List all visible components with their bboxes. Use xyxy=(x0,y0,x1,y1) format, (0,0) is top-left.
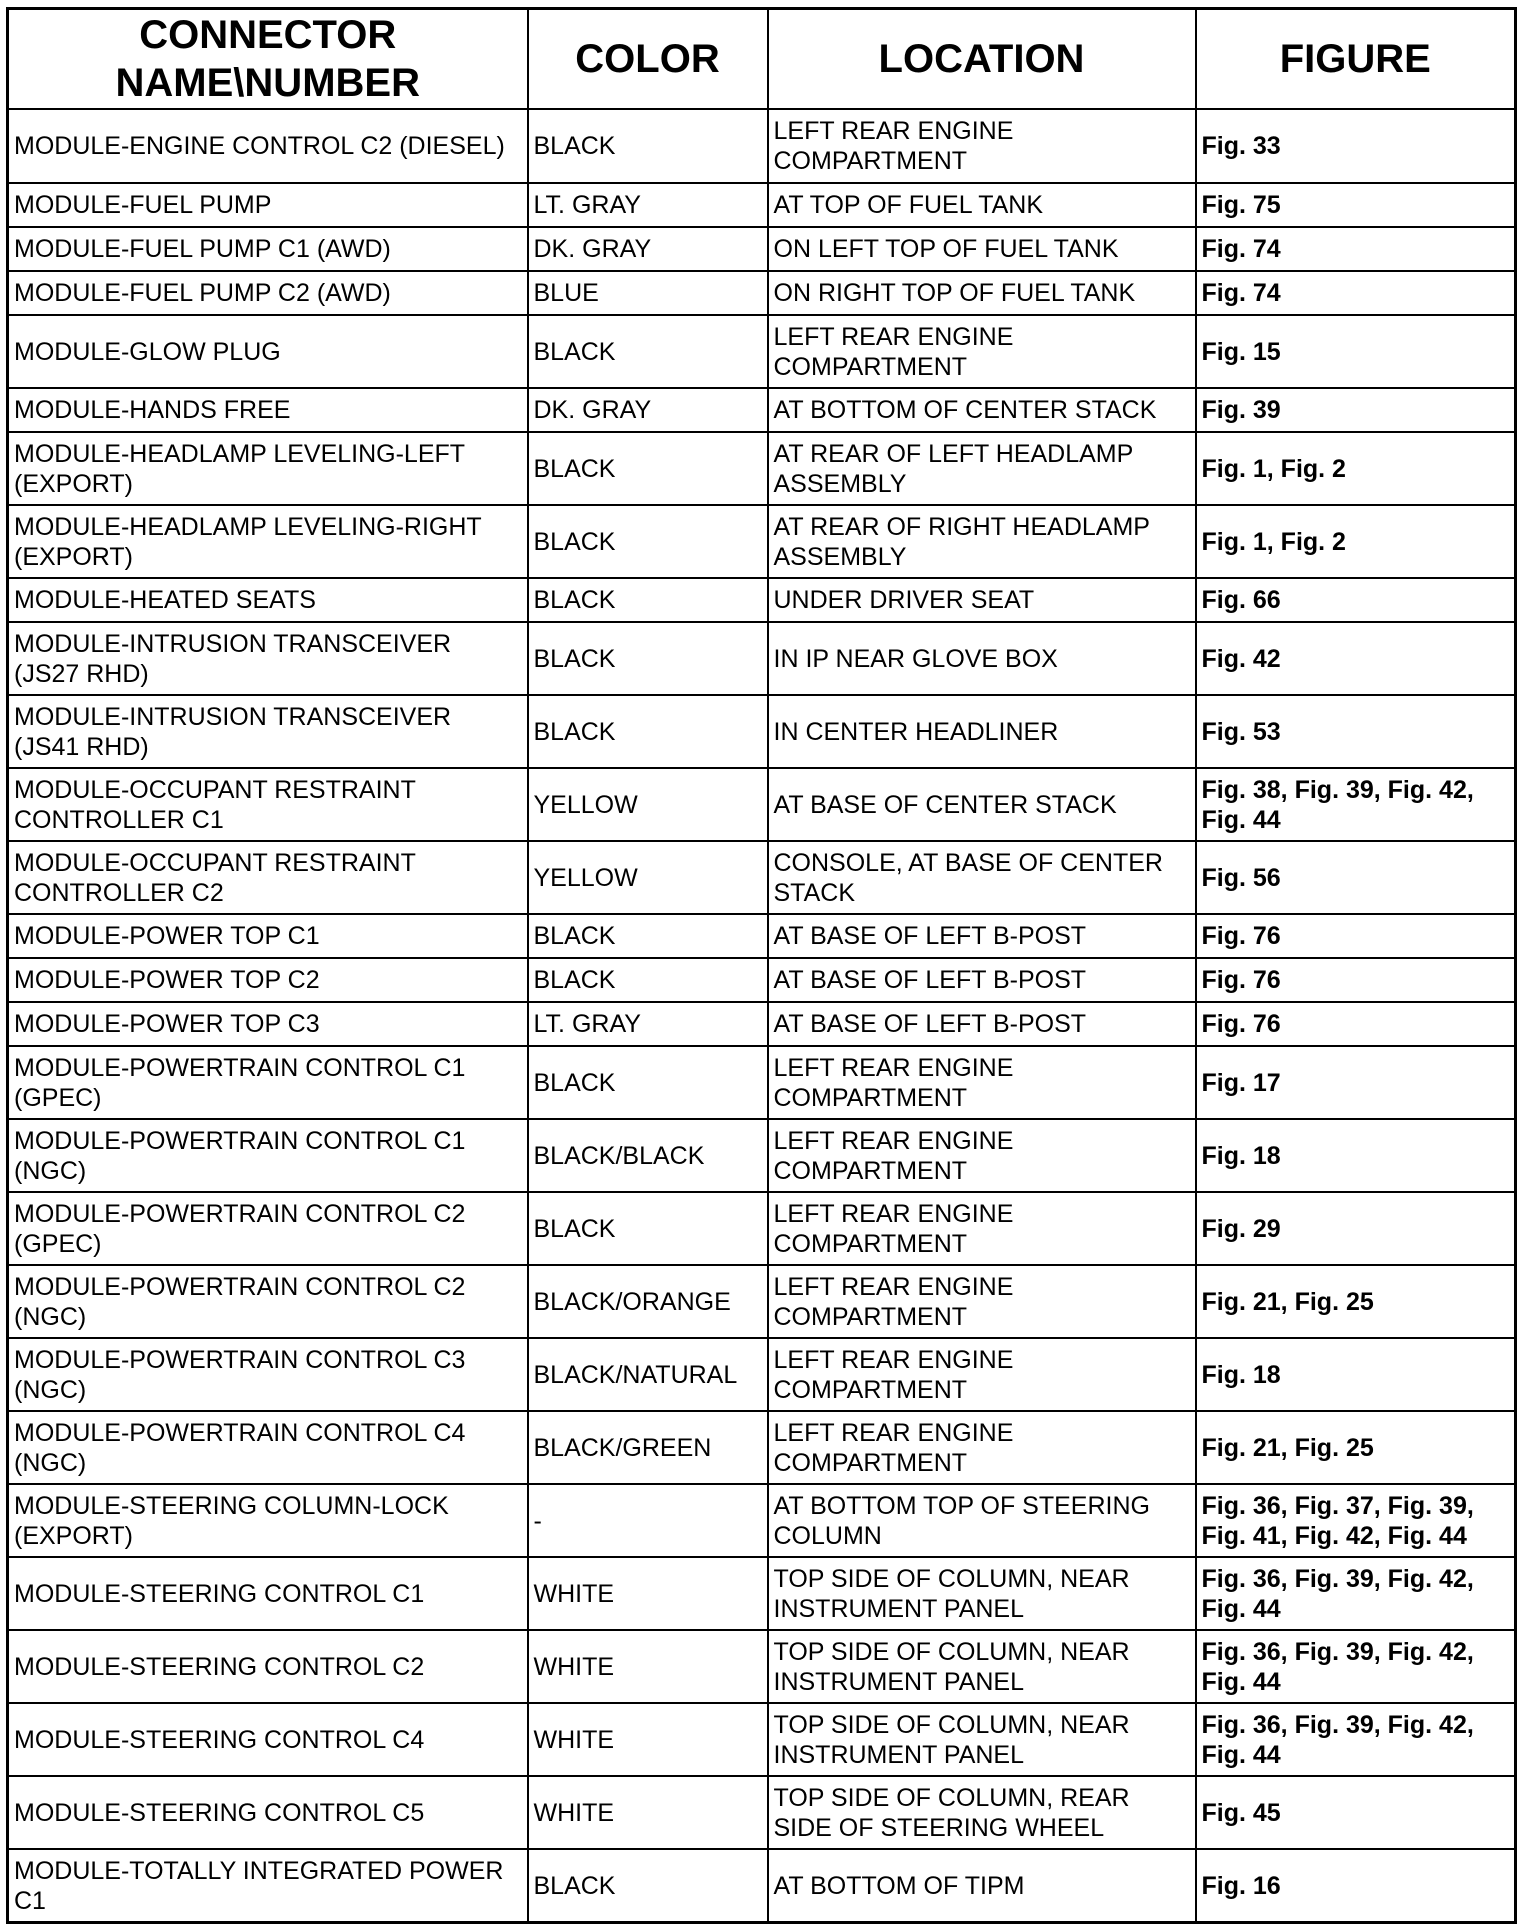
cell-connector-name: MODULE-FUEL PUMP xyxy=(8,183,528,227)
header-location: LOCATION xyxy=(768,9,1196,110)
table-row xyxy=(8,1338,1516,1411)
cell-connector-name: MODULE-POWERTRAIN CONTROL C4 (NGC) xyxy=(8,1411,528,1484)
cell-connector-name: MODULE-OCCUPANT RESTRAINT CONTROLLER C2 xyxy=(8,841,528,914)
header-color: COLOR xyxy=(528,9,768,110)
cell-location: TOP SIDE OF COLUMN, NEAR INSTRUMENT PANEL xyxy=(768,1630,1196,1703)
cell-color: WHITE xyxy=(528,1703,768,1776)
cell-color: BLUE xyxy=(528,271,768,315)
cell-color: BLACK xyxy=(528,622,768,695)
table-row xyxy=(8,1630,1516,1703)
cell-color: DK. GRAY xyxy=(528,388,768,432)
cell-figure: Fig. 33 xyxy=(1196,109,1516,183)
cell-color: WHITE xyxy=(528,1557,768,1630)
table-row xyxy=(8,958,1516,1002)
cell-color: WHITE xyxy=(528,1630,768,1703)
cell-color: YELLOW xyxy=(528,768,768,841)
header-figure: FIGURE xyxy=(1196,9,1516,110)
cell-color: BLACK xyxy=(528,695,768,768)
cell-location: AT REAR OF LEFT HEADLAMP ASSEMBLY xyxy=(768,432,1196,505)
cell-location: LEFT REAR ENGINE COMPARTMENT xyxy=(768,1119,1196,1192)
cell-connector-name: MODULE-POWER TOP C1 xyxy=(8,914,528,958)
cell-connector-name: MODULE-ENGINE CONTROL C2 (DIESEL) xyxy=(8,109,528,183)
cell-location: AT BASE OF LEFT B-POST xyxy=(768,958,1196,1002)
cell-connector-name: MODULE-FUEL PUMP C2 (AWD) xyxy=(8,271,528,315)
cell-color: BLACK xyxy=(528,109,768,183)
cell-color: BLACK/ORANGE xyxy=(528,1265,768,1338)
table-row xyxy=(8,1046,1516,1119)
cell-figure: Fig. 75 xyxy=(1196,183,1516,227)
cell-location: UNDER DRIVER SEAT xyxy=(768,578,1196,622)
cell-location: IN CENTER HEADLINER xyxy=(768,695,1196,768)
cell-color: LT. GRAY xyxy=(528,1002,768,1046)
cell-figure: Fig. 74 xyxy=(1196,227,1516,271)
cell-location: AT BOTTOM TOP OF STEERING COLUMN xyxy=(768,1484,1196,1557)
cell-figure: Fig. 36, Fig. 39, Fig. 42, Fig. 44 xyxy=(1196,1630,1516,1703)
table-row xyxy=(8,388,1516,432)
cell-connector-name: MODULE-HEADLAMP LEVELING-RIGHT (EXPORT) xyxy=(8,505,528,578)
cell-connector-name: MODULE-STEERING CONTROL C2 xyxy=(8,1630,528,1703)
table-row xyxy=(8,271,1516,315)
cell-figure: Fig. 42 xyxy=(1196,622,1516,695)
table-row xyxy=(8,1703,1516,1776)
cell-connector-name: MODULE-INTRUSION TRANSCEIVER (JS27 RHD) xyxy=(8,622,528,695)
cell-color: BLACK xyxy=(528,914,768,958)
cell-figure: Fig. 45 xyxy=(1196,1776,1516,1849)
cell-figure: Fig. 36, Fig. 37, Fig. 39, Fig. 41, Fig. 42, Fig. 44 xyxy=(1196,1484,1516,1557)
cell-location: LEFT REAR ENGINE COMPARTMENT xyxy=(768,315,1196,388)
cell-connector-name: MODULE-HEATED SEATS xyxy=(8,578,528,622)
cell-connector-name: MODULE-POWERTRAIN CONTROL C3 (NGC) xyxy=(8,1338,528,1411)
cell-figure: Fig. 21, Fig. 25 xyxy=(1196,1265,1516,1338)
cell-figure: Fig. 1, Fig. 2 xyxy=(1196,505,1516,578)
cell-figure: Fig. 39 xyxy=(1196,388,1516,432)
cell-location: AT TOP OF FUEL TANK xyxy=(768,183,1196,227)
cell-location: TOP SIDE OF COLUMN, REAR SIDE OF STEERING WHEEL xyxy=(768,1776,1196,1849)
cell-figure: Fig. 17 xyxy=(1196,1046,1516,1119)
cell-color: BLACK xyxy=(528,505,768,578)
cell-connector-name: MODULE-HEADLAMP LEVELING-LEFT (EXPORT) xyxy=(8,432,528,505)
cell-color: BLACK/NATURAL xyxy=(528,1338,768,1411)
cell-connector-name: MODULE-POWER TOP C2 xyxy=(8,958,528,1002)
cell-figure: Fig. 74 xyxy=(1196,271,1516,315)
cell-connector-name: MODULE-STEERING CONTROL C5 xyxy=(8,1776,528,1849)
cell-location: LEFT REAR ENGINE COMPARTMENT xyxy=(768,1338,1196,1411)
cell-location: CONSOLE, AT BASE OF CENTER STACK xyxy=(768,841,1196,914)
cell-color: BLACK xyxy=(528,1192,768,1265)
table-row xyxy=(8,1411,1516,1484)
cell-color: BLACK xyxy=(528,958,768,1002)
cell-connector-name: MODULE-OCCUPANT RESTRAINT CONTROLLER C1 xyxy=(8,768,528,841)
table-row xyxy=(8,622,1516,695)
cell-color: BLACK xyxy=(528,315,768,388)
table-row xyxy=(8,695,1516,768)
cell-connector-name: MODULE-HANDS FREE xyxy=(8,388,528,432)
cell-connector-name: MODULE-FUEL PUMP C1 (AWD) xyxy=(8,227,528,271)
cell-color: YELLOW xyxy=(528,841,768,914)
table-row xyxy=(8,1119,1516,1192)
table-row xyxy=(8,1484,1516,1557)
table-row xyxy=(8,914,1516,958)
cell-location: AT BASE OF LEFT B-POST xyxy=(768,1002,1196,1046)
cell-color: LT. GRAY xyxy=(528,183,768,227)
cell-location: TOP SIDE OF COLUMN, NEAR INSTRUMENT PANEL xyxy=(768,1557,1196,1630)
cell-location: LEFT REAR ENGINE COMPARTMENT xyxy=(768,109,1196,183)
table-row xyxy=(8,578,1516,622)
table-row xyxy=(8,1557,1516,1630)
cell-figure: Fig. 53 xyxy=(1196,695,1516,768)
cell-color: BLACK/GREEN xyxy=(528,1411,768,1484)
cell-figure: Fig. 18 xyxy=(1196,1119,1516,1192)
cell-figure: Fig. 29 xyxy=(1196,1192,1516,1265)
cell-location: ON RIGHT TOP OF FUEL TANK xyxy=(768,271,1196,315)
cell-connector-name: MODULE-STEERING CONTROL C1 xyxy=(8,1557,528,1630)
connector-table xyxy=(6,7,1517,1924)
table-header xyxy=(8,9,1516,110)
table-row xyxy=(8,768,1516,841)
cell-location: IN IP NEAR GLOVE BOX xyxy=(768,622,1196,695)
header-row xyxy=(8,9,1516,110)
cell-connector-name: MODULE-TOTALLY INTEGRATED POWER C1 xyxy=(8,1849,528,1923)
cell-color: WHITE xyxy=(528,1776,768,1849)
table-body xyxy=(8,109,1516,1923)
cell-location: AT BOTTOM OF TIPM xyxy=(768,1849,1196,1923)
cell-location: TOP SIDE OF COLUMN, NEAR INSTRUMENT PANEL xyxy=(768,1703,1196,1776)
cell-location: AT REAR OF RIGHT HEADLAMP ASSEMBLY xyxy=(768,505,1196,578)
cell-color: BLACK xyxy=(528,432,768,505)
cell-location: AT BASE OF LEFT B-POST xyxy=(768,914,1196,958)
cell-figure: Fig. 36, Fig. 39, Fig. 42, Fig. 44 xyxy=(1196,1557,1516,1630)
table-row xyxy=(8,1776,1516,1849)
cell-color: BLACK xyxy=(528,1046,768,1119)
cell-figure: Fig. 56 xyxy=(1196,841,1516,914)
header-connector-name: CONNECTOR NAME\NUMBER xyxy=(8,9,528,110)
cell-location: LEFT REAR ENGINE COMPARTMENT xyxy=(768,1265,1196,1338)
table-row xyxy=(8,1002,1516,1046)
cell-figure: Fig. 21, Fig. 25 xyxy=(1196,1411,1516,1484)
cell-connector-name: MODULE-POWER TOP C3 xyxy=(8,1002,528,1046)
cell-figure: Fig. 76 xyxy=(1196,914,1516,958)
table-row xyxy=(8,183,1516,227)
cell-color: - xyxy=(528,1484,768,1557)
cell-figure: Fig. 36, Fig. 39, Fig. 42, Fig. 44 xyxy=(1196,1703,1516,1776)
cell-location: LEFT REAR ENGINE COMPARTMENT xyxy=(768,1411,1196,1484)
table-row xyxy=(8,109,1516,183)
table-row xyxy=(8,227,1516,271)
cell-location: LEFT REAR ENGINE COMPARTMENT xyxy=(768,1192,1196,1265)
table-row xyxy=(8,1192,1516,1265)
cell-color: BLACK xyxy=(528,1849,768,1923)
table-row xyxy=(8,841,1516,914)
cell-color: DK. GRAY xyxy=(528,227,768,271)
cell-connector-name: MODULE-STEERING CONTROL C4 xyxy=(8,1703,528,1776)
cell-figure: Fig. 76 xyxy=(1196,958,1516,1002)
table-row xyxy=(8,315,1516,388)
cell-location: ON LEFT TOP OF FUEL TANK xyxy=(768,227,1196,271)
table-row xyxy=(8,1265,1516,1338)
cell-figure: Fig. 18 xyxy=(1196,1338,1516,1411)
cell-connector-name: MODULE-GLOW PLUG xyxy=(8,315,528,388)
table-row xyxy=(8,432,1516,505)
cell-connector-name: MODULE-INTRUSION TRANSCEIVER (JS41 RHD) xyxy=(8,695,528,768)
cell-figure: Fig. 38, Fig. 39, Fig. 42, Fig. 44 xyxy=(1196,768,1516,841)
cell-connector-name: MODULE-STEERING COLUMN-LOCK (EXPORT) xyxy=(8,1484,528,1557)
cell-figure: Fig. 76 xyxy=(1196,1002,1516,1046)
cell-figure: Fig. 16 xyxy=(1196,1849,1516,1923)
cell-color: BLACK xyxy=(528,578,768,622)
table-row xyxy=(8,1849,1516,1923)
cell-figure: Fig. 1, Fig. 2 xyxy=(1196,432,1516,505)
cell-location: AT BOTTOM OF CENTER STACK xyxy=(768,388,1196,432)
cell-connector-name: MODULE-POWERTRAIN CONTROL C1 (NGC) xyxy=(8,1119,528,1192)
cell-figure: Fig. 66 xyxy=(1196,578,1516,622)
cell-connector-name: MODULE-POWERTRAIN CONTROL C2 (NGC) xyxy=(8,1265,528,1338)
table-row xyxy=(8,505,1516,578)
cell-location: LEFT REAR ENGINE COMPARTMENT xyxy=(768,1046,1196,1119)
cell-figure: Fig. 15 xyxy=(1196,315,1516,388)
cell-connector-name: MODULE-POWERTRAIN CONTROL C1 (GPEC) xyxy=(8,1046,528,1119)
cell-connector-name: MODULE-POWERTRAIN CONTROL C2 (GPEC) xyxy=(8,1192,528,1265)
cell-location: AT BASE OF CENTER STACK xyxy=(768,768,1196,841)
cell-color: BLACK/BLACK xyxy=(528,1119,768,1192)
